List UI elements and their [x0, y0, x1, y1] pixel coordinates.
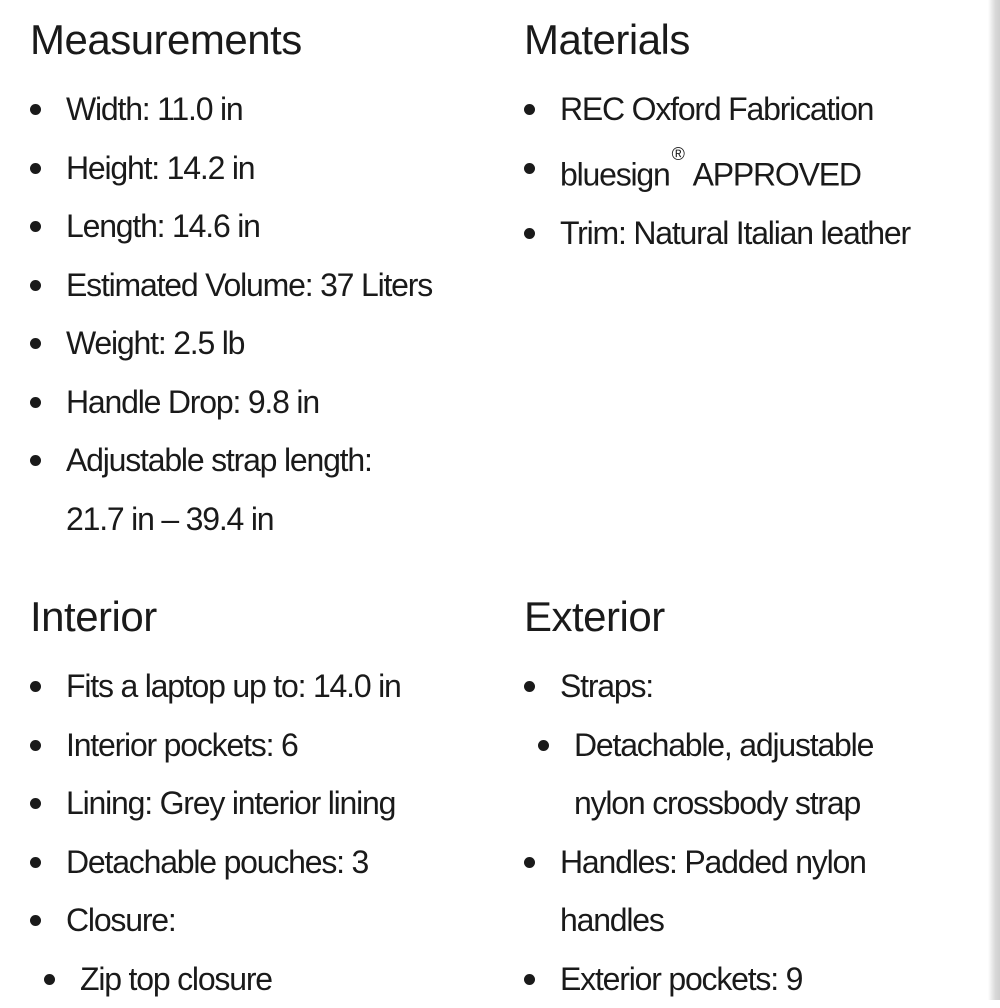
closure-sub-list — [30, 950, 490, 1008]
list-item: Interior pockets: 6 — [30, 716, 490, 775]
list-item: Lining: Grey interior lining — [30, 774, 490, 833]
bullet-icon — [30, 280, 41, 291]
bullet-icon — [30, 740, 41, 751]
list-item: Detachable pouches: 3 — [30, 833, 490, 892]
exterior-section — [524, 592, 974, 1008]
bullet-icon — [524, 857, 535, 868]
measurements-list — [30, 80, 490, 548]
bullet-icon — [538, 740, 549, 751]
bullet-icon — [44, 974, 55, 985]
bullet-icon — [30, 857, 41, 868]
bullet-icon — [524, 681, 535, 692]
interior-list — [30, 657, 490, 1008]
bullet-icon — [30, 163, 41, 174]
list-item: Adjustable strap length: — [30, 431, 490, 490]
bullet-icon — [524, 228, 535, 239]
bullet-icon — [524, 163, 535, 174]
measurements-heading: Measurements — [30, 15, 490, 65]
bullet-icon — [524, 974, 535, 985]
list-item: Width: 11.0 in — [30, 80, 490, 139]
registered-mark: ® — [672, 144, 685, 164]
interior-heading: Interior — [30, 592, 490, 642]
list-item: Estimated Volume: 37 Liters — [30, 256, 490, 315]
interior-section — [30, 592, 490, 1008]
list-item: bluesign® APPROVED — [524, 139, 974, 204]
materials-list — [524, 80, 974, 262]
scroll-edge — [988, 0, 1000, 1000]
list-item: Closure: — [30, 891, 490, 950]
bullet-icon — [30, 338, 41, 349]
list-item: Trim: Natural Italian leather — [524, 204, 974, 263]
list-item: Fits a laptop up to: 14.0 in — [30, 657, 490, 716]
bullet-icon — [30, 915, 41, 926]
list-item: Height: 14.2 in — [30, 139, 490, 198]
bullet-icon — [30, 221, 41, 232]
list-item: Handle Drop: 9.8 in — [30, 373, 490, 432]
exterior-list — [524, 657, 974, 1008]
sub-list-item: Zip top closure — [44, 950, 490, 1008]
bullet-icon — [30, 455, 41, 466]
list-item: Straps: — [524, 657, 974, 716]
bullet-icon — [524, 104, 535, 115]
list-item-continuation: handles — [524, 891, 974, 950]
list-item: Exterior pockets: 9 — [524, 950, 974, 1008]
list-item: Length: 14.6 in — [30, 197, 490, 256]
bullet-icon — [30, 681, 41, 692]
sub-list-item-continuation: nylon crossbody strap — [538, 774, 974, 833]
measurements-section — [30, 15, 490, 548]
bullet-icon — [30, 798, 41, 809]
list-item-continuation: 21.7 in – 39.4 in — [30, 490, 490, 549]
list-item: REC Oxford Fabrication — [524, 80, 974, 139]
materials-section — [524, 15, 974, 262]
list-item: Weight: 2.5 lb — [30, 314, 490, 373]
exterior-heading: Exterior — [524, 592, 974, 642]
list-item: Handles: Padded nylon — [524, 833, 974, 892]
bullet-icon — [30, 397, 41, 408]
sub-list-item: Detachable, adjustable — [538, 716, 974, 775]
materials-heading: Materials — [524, 15, 974, 65]
bullet-icon — [30, 104, 41, 115]
straps-sub-list — [524, 716, 974, 833]
